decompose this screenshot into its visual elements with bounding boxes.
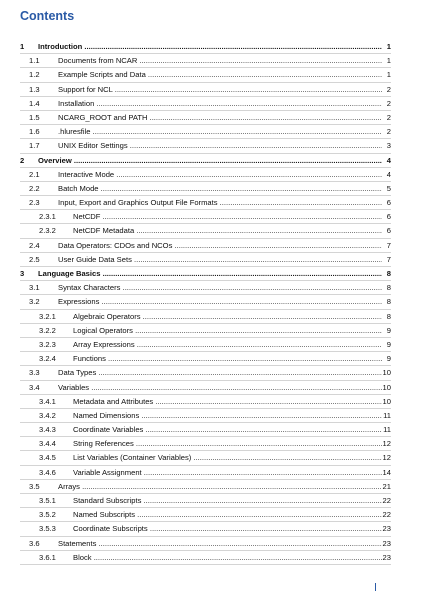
toc-entry[interactable] xyxy=(20,423,391,437)
toc-entry-title: Functions ..... xyxy=(73,355,382,363)
toc-entry[interactable] xyxy=(20,168,391,182)
toc-entry-title: Data Types ..... xyxy=(58,369,382,377)
toc-entry-number: 3.5.3 xyxy=(39,524,56,534)
toc-entry-number: 3.2.2 xyxy=(39,325,56,335)
toc-entry-number: 2 xyxy=(20,155,25,165)
toc-entry-title: Interactive Mode ..... xyxy=(58,171,382,179)
toc-entry[interactable] xyxy=(20,210,391,224)
toc-entry-number: 3.4.2 xyxy=(39,410,56,420)
toc-entry[interactable] xyxy=(20,182,391,196)
toc-entry-page: 4 xyxy=(386,155,391,165)
toc-entry-title: Array Expressions ..... xyxy=(73,341,382,349)
toc-entry-page: 6 xyxy=(386,198,391,208)
toc-entry[interactable] xyxy=(20,466,391,480)
toc-entry-page: 7 xyxy=(386,254,391,264)
toc-entry-page: 4 xyxy=(386,169,391,179)
toc-entry-page: 5 xyxy=(386,183,391,193)
toc-entry-title: Batch Mode ..... xyxy=(58,185,382,193)
toc-entry-title: List Variables (Container Variables) ..... xyxy=(73,454,382,462)
toc-entry[interactable] xyxy=(20,281,391,295)
toc-entry-title: String References ..... xyxy=(73,440,382,448)
toc-entry-title: UNIX Editor Settings ..... xyxy=(58,142,382,150)
toc-entry[interactable] xyxy=(20,97,391,111)
toc-entry[interactable] xyxy=(20,154,391,168)
toc-entry-title: Data Operators: CDOs and NCOs ..... xyxy=(58,242,382,250)
toc-entry[interactable] xyxy=(20,409,391,423)
toc-entry[interactable] xyxy=(20,437,391,451)
toc-entry-title: NetCDF Metadata ..... xyxy=(73,227,382,235)
toc-entry-page: 23 xyxy=(382,552,391,562)
toc-entry-title: Documents from NCAR ..... xyxy=(58,57,382,65)
toc-entry-title: Introduction ..... xyxy=(38,43,382,51)
toc-entry-number: 3.6.1 xyxy=(39,552,56,562)
toc-entry-number: 1 xyxy=(20,42,25,51)
toc-entry-title: Syntax Characters ..... xyxy=(58,284,382,292)
toc-entry[interactable] xyxy=(20,338,391,352)
toc-entry[interactable] xyxy=(20,125,391,139)
toc-entry-page: 12 xyxy=(382,453,391,463)
toc-entry[interactable] xyxy=(20,537,391,551)
toc-entry-page: 23 xyxy=(382,524,391,534)
toc-entry-page: 9 xyxy=(386,354,391,364)
toc-entry-title: NCARG_ROOT and PATH ..... xyxy=(58,114,382,122)
toc-entry[interactable] xyxy=(20,68,391,82)
toc-entry-page: 23 xyxy=(382,538,391,548)
toc-entry-number: 3.2.4 xyxy=(39,354,56,364)
toc-entry-page: 2 xyxy=(386,112,391,122)
toc-entry-number: 1.6 xyxy=(29,127,40,137)
toc-entry[interactable] xyxy=(20,395,391,409)
toc-entry-number: 3.2.3 xyxy=(39,339,56,349)
toc-entry-page: 6 xyxy=(386,212,391,222)
toc-entry[interactable] xyxy=(20,451,391,465)
toc-entry[interactable] xyxy=(20,83,391,97)
toc-entry-page: 9 xyxy=(386,325,391,335)
toc-entry-page: 1 xyxy=(386,56,391,66)
toc-entry[interactable] xyxy=(20,381,391,395)
toc-entry-page: 7 xyxy=(386,240,391,250)
toc-entry-number: 3.5.2 xyxy=(39,510,56,520)
toc-entry-title: Input, Export and Graphics Output File Formats ..... xyxy=(58,199,382,207)
toc-entry-title: Variable Assignment ..... xyxy=(73,469,382,477)
toc-entry-number: 3.5 xyxy=(29,481,40,491)
toc-entry-number: 3.4.4 xyxy=(39,439,56,449)
toc-entry-page: 2 xyxy=(386,98,391,108)
toc-entry[interactable] xyxy=(20,508,391,522)
toc-entry-title: Variables ..... xyxy=(58,384,382,392)
toc-entry-title: Installation ..... xyxy=(58,100,382,108)
toc-entry-page: 8 xyxy=(386,311,391,321)
toc-entry-number: 2.2 xyxy=(29,183,40,193)
toc-entry-number: 2.3 xyxy=(29,198,40,208)
toc-entry[interactable] xyxy=(20,54,391,68)
toc-entry[interactable] xyxy=(20,366,391,380)
toc-entry-number: 3.2.1 xyxy=(39,311,56,321)
toc-entry-page: 22 xyxy=(382,510,391,520)
toc-entry-page: 11 xyxy=(383,410,391,420)
toc-entry-title: Block ..... xyxy=(73,554,382,562)
toc-entry-title: Coordinate Subscripts ..... xyxy=(73,525,382,533)
toc-entry[interactable] xyxy=(20,224,391,238)
toc-entry-page: 11 xyxy=(383,425,391,435)
toc-entry-number: 2.3.1 xyxy=(39,212,56,222)
toc-entry-page: 8 xyxy=(386,283,391,293)
toc-entry[interactable] xyxy=(20,480,391,494)
toc-entry-number: 3.1 xyxy=(29,283,40,293)
toc-entry-title: Metadata and Attributes ..... xyxy=(73,398,382,406)
toc-entry-title: Language Basics ..... xyxy=(38,270,382,278)
toc-entry-number: 3.2 xyxy=(29,297,40,307)
toc-entry-page: 21 xyxy=(382,481,391,491)
table-of-contents xyxy=(20,40,391,565)
toc-entry-number: 3.4 xyxy=(29,382,40,392)
toc-entry-number: 1.4 xyxy=(29,98,40,108)
toc-entry-title: Logical Operators ..... xyxy=(73,327,382,335)
toc-entry-title: Support for NCL ..... xyxy=(58,86,382,94)
toc-entry-number: 1.5 xyxy=(29,112,40,122)
toc-entry-title: Standard Subscripts ..... xyxy=(73,497,382,505)
toc-entry-page: 8 xyxy=(386,297,391,307)
toc-entry-page: 10 xyxy=(382,396,391,406)
toc-entry-number: 3.6 xyxy=(29,538,40,548)
toc-entry[interactable] xyxy=(20,522,391,536)
toc-entry-number: 1.2 xyxy=(29,70,40,80)
toc-entry-number: 3.4.5 xyxy=(39,453,56,463)
toc-entry-title: .hluresfile ..... xyxy=(58,128,382,136)
toc-entry-number: 1.1 xyxy=(29,56,40,66)
toc-entry[interactable] xyxy=(20,494,391,508)
toc-entry-number: 3.3 xyxy=(29,368,40,378)
toc-entry-page: 10 xyxy=(382,382,391,392)
toc-entry-title: User Guide Data Sets ..... xyxy=(58,256,382,264)
toc-entry[interactable] xyxy=(20,551,391,565)
toc-entry-page: 3 xyxy=(386,141,391,151)
toc-entry-page: 10 xyxy=(382,368,391,378)
toc-entry-title: Arrays ..... xyxy=(58,483,382,491)
toc-entry-page: 2 xyxy=(386,84,391,94)
toc-entry-title: Statements ..... xyxy=(58,540,382,548)
toc-entry-page: 8 xyxy=(386,269,391,278)
page-title: Contents xyxy=(20,9,75,23)
toc-entry-title: Expressions ..... xyxy=(58,298,382,306)
toc-entry-page: 14 xyxy=(382,467,391,477)
toc-entry-page: 22 xyxy=(382,496,391,505)
toc-entry-title: Named Dimensions ..... xyxy=(73,412,382,420)
toc-entry-number: 3.4.1 xyxy=(39,396,56,406)
toc-entry-title: NetCDF ..... xyxy=(73,213,382,221)
toc-entry-title: Example Scripts and Data ..... xyxy=(58,71,382,79)
toc-entry-title: Algebraic Operators ..... xyxy=(73,313,382,321)
toc-entry[interactable] xyxy=(20,295,391,309)
toc-entry-page: 2 xyxy=(386,127,391,137)
toc-entry[interactable] xyxy=(20,253,391,267)
toc-entry-title: Named Subscripts ..... xyxy=(73,511,382,519)
toc-entry-number: 3.4.3 xyxy=(39,425,56,435)
toc-entry-number: 2.5 xyxy=(29,254,40,264)
toc-entry[interactable] xyxy=(20,139,391,153)
toc-entry-number: 1.7 xyxy=(29,141,40,151)
toc-entry[interactable] xyxy=(20,111,391,125)
toc-entry-number: 3 xyxy=(20,269,25,278)
toc-entry-number: 2.1 xyxy=(29,169,40,179)
toc-entry[interactable] xyxy=(20,196,391,210)
toc-entry-page: 6 xyxy=(386,226,391,236)
toc-entry-number: 2.4 xyxy=(29,240,40,250)
toc-entry-page: 12 xyxy=(382,439,391,449)
toc-entry-page: 9 xyxy=(386,339,391,349)
toc-entry-title: Coordinate Variables ..... xyxy=(73,426,382,434)
toc-entry-title: Overview ..... xyxy=(38,157,382,165)
toc-entry-number: 2.3.2 xyxy=(39,226,56,236)
toc-entry[interactable] xyxy=(20,352,391,366)
toc-entry[interactable] xyxy=(20,310,391,324)
toc-entry-number: 3.4.6 xyxy=(39,467,56,477)
toc-entry-number: 3.5.1 xyxy=(39,496,56,505)
page-edge-marker xyxy=(375,583,376,591)
toc-entry[interactable] xyxy=(20,267,391,281)
toc-entry-number: 1.3 xyxy=(29,84,40,94)
toc-entry[interactable] xyxy=(20,324,391,338)
toc-entry-page: 1 xyxy=(386,42,391,51)
toc-entry[interactable] xyxy=(20,239,391,253)
toc-entry-page: 1 xyxy=(386,70,391,80)
toc-entry[interactable] xyxy=(20,40,391,54)
